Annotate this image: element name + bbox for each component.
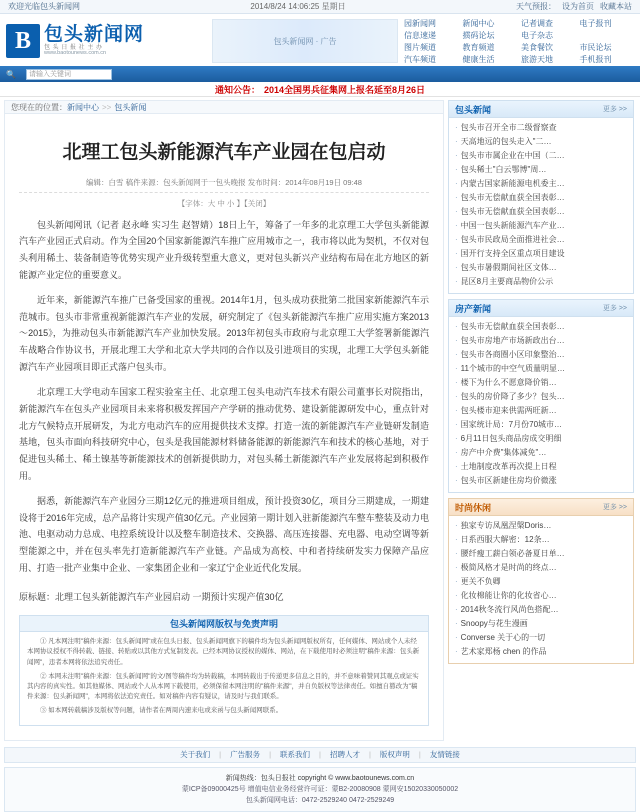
list-item-link[interactable]: 更关不负卿 [460, 577, 501, 586]
site-logo[interactable] [6, 24, 206, 58]
list-item[interactable] [455, 121, 627, 135]
footer-info [4, 767, 636, 812]
list-item[interactable] [455, 631, 627, 645]
footer-link-5[interactable]: 友情链接 [429, 750, 460, 760]
list-item-link[interactable]: Snoopy与花生漫画 [460, 619, 528, 628]
nav-link-14[interactable]: 旅游天地 [521, 54, 553, 64]
copyright-paragraph: ② 本网未注明"稿件来源：包头新闻网"的文/图等稿件均为转载稿，本网转载出于传递更多信息之目的，并不意味着赞同其观点或证实其内容的真实性。如其他媒体、网站或个人从本网下载使用，必须保留本网注明的"稿件来源"，并自负版权等法律责任。如擅自篡改为"稿件来源：包头新闻网"，本网将依法追究责任。如对稿件内容有疑议，请及时与我们联系。 [27, 672, 419, 700]
page-body [0, 97, 640, 741]
list-item[interactable] [455, 603, 627, 617]
header-nav-grid [404, 18, 634, 65]
list-item-link[interactable]: 包头市暑假期间社区文体… [460, 263, 557, 272]
nav-link-0[interactable]: 园新闻网 [404, 18, 436, 28]
search-input[interactable] [26, 69, 112, 80]
panel-more-link[interactable]: 更多 >> [602, 106, 627, 113]
list-item[interactable] [455, 474, 627, 488]
copyright-title: 包头新闻网版权与免责声明 [20, 616, 428, 632]
list-item[interactable] [455, 348, 627, 362]
search-placeholder: 请输入关键词 [28, 71, 71, 78]
list-item-link[interactable]: 包头市无偿献血获全国表彰… [460, 193, 565, 202]
copyright-paragraph: ① 凡本网注明"稿件来源：包头新闻网"或在包头日报、包头新闻网旗下的稿件均为包头新闻网版权所有，任何媒体、网站或个人未经本网协议授权不得转载、链接、转贴或以其他方式复制发表。已经本网协议授权的媒体、网站，在下载使用时必须注明"稿件来源：包头新闻网"，违者本网将依法追究责任。 [27, 638, 420, 666]
list-item-link[interactable]: 包头市各商圈小区印象整治… [460, 350, 565, 359]
list-item[interactable] [455, 247, 627, 261]
panel-title: 包头新闻 [455, 104, 492, 115]
list-item-link[interactable]: 日系西服大解密：12条… [460, 535, 550, 544]
list-item[interactable] [455, 519, 627, 533]
list-item[interactable] [455, 163, 627, 177]
list-item-link[interactable]: 包头的房价降了多少？包头… [460, 392, 565, 401]
nav-link-6[interactable]: 电子杂志 [521, 30, 553, 40]
list-item-link[interactable]: 内蒙古国家新能源电机委主… [460, 179, 565, 188]
list-item-link[interactable]: 包头市无偿献血获全国表彰… [460, 207, 565, 216]
article-container [4, 114, 444, 741]
list-item-link[interactable]: 国家统计局：7月份70城市… [460, 420, 563, 429]
notice-label: 通知公告： [214, 84, 260, 95]
list-item-link[interactable]: 2014秋冬流行风尚色搭配… [460, 605, 559, 614]
list-item[interactable] [455, 191, 627, 205]
search-icon: 🔍 [6, 69, 16, 79]
footer-link-4[interactable]: 版权声明 [379, 750, 410, 760]
weather-label: 天气预报： [516, 2, 556, 11]
article-meta: 编辑：白雪 稿件来源：包头新闻网于一包头晚报 发布时间：2014年08月19日 09:48 [19, 177, 429, 193]
panel-title: 房产新闻 [455, 303, 492, 314]
list-item[interactable] [455, 418, 627, 432]
logo-title: 包头新闻网 [44, 24, 145, 45]
nav-link-5[interactable]: 掼码论坛 [462, 30, 495, 40]
list-item[interactable] [455, 233, 627, 247]
nav-link-12[interactable]: 汽车频道 [404, 54, 436, 64]
nav-link-9[interactable]: 教育频道 [462, 42, 495, 52]
article-paragraph: 北京理工大学电动车国家工程实验室主任、北京理工包头电动汽车技术有限公司董事长对院指出，新能源汽车在包头产业园项目未来将积极发挥国产产学研的推动优势、建设新能源研发中心，重点针对北方气候特点开展研发，为北方电动汽车的应用提供技术支撑。打造一流的新能源汽车产业链研发制造基地，包头市面向科技研究中心，包头是我国能源材料储备能源的新能源汽车和技术的核心基地，对于促进包头稀土、稀土镍基等新能源技术的创新提供助力，对包头稀土新能源汽车产业发展将起到积极作用。 [19, 387, 429, 481]
list-item[interactable] [455, 617, 627, 631]
nav-link-13[interactable]: 健康生活 [462, 54, 495, 64]
list-item[interactable] [455, 149, 627, 163]
list-item-link[interactable]: 包头市民政局全面推进社会… [460, 235, 565, 244]
sidebar [448, 100, 634, 741]
list-item[interactable] [455, 547, 627, 561]
footer-link-3[interactable]: 招聘人才 [329, 750, 360, 760]
top-bar [0, 0, 640, 14]
breadcrumb-separator: >> [102, 102, 112, 112]
list-item-link[interactable]: 包头市无偿献血获全国表彰… [460, 322, 565, 331]
list-item[interactable] [455, 376, 627, 390]
nav-link-15[interactable]: 手机报刊 [579, 54, 612, 64]
breadcrumb-item-0[interactable]: 新闻中心 [67, 102, 99, 112]
list-item[interactable] [455, 177, 627, 191]
list-item[interactable] [455, 275, 627, 289]
list-item[interactable] [455, 334, 627, 348]
datetime-text: 2014/8/24 14:06:25 星期日 [250, 2, 346, 11]
article-paragraph: 近年来，新能源汽车推广已备受国家的重视。2014年1月，包头成功获批第二批国家新能源汽车示范城市。包头市非常重视新能源汽车产业的发展，研究制定了《包头新能源汽车推广应用实施方案2013～2015》，为推动包头市新能源汽车产业加快发展。2013年初包头市政府与北京理工大学签署新能源汽车战略合作协议书，开展北理工大学和北京大学共同的合作以及引进项目的实现，北理工大学包头新能源汽车产业园项目即正式落户包头市。 [19, 295, 429, 372]
list-item-link[interactable]: Converse 关于心的一切 [460, 633, 546, 642]
header-banner: 包头新闻网 · 广告 [212, 19, 398, 63]
list-item-link[interactable]: 包头稀土"白云鄂博"周… [460, 165, 547, 174]
panel-header [449, 101, 633, 118]
article-body [19, 217, 429, 577]
panel-more-link[interactable]: 更多 >> [602, 305, 627, 312]
list-item[interactable] [455, 135, 627, 149]
panel-list [449, 516, 633, 663]
list-item-link[interactable]: 包头市房地产市场新政出台… [460, 336, 565, 345]
list-item[interactable] [455, 645, 627, 659]
nav-link-8[interactable]: 图片频道 [404, 42, 436, 52]
breadcrumb [4, 100, 444, 114]
article-tools[interactable]: 【字体：大 中 小 】【关闭】 [177, 198, 271, 208]
notice-bar [0, 82, 640, 97]
list-item-link[interactable]: 天高地远的包头走入"二… [460, 137, 552, 146]
footer-line-2: 包头新闻网电话：0472-2529240 0472-2529249 [245, 797, 395, 805]
article-source: 原标题：北理工包头新能源汽车产业园启动 一期预计实现产值30亿 [19, 592, 284, 603]
panel-list [449, 118, 633, 293]
notice-link[interactable]: 2014全国男兵征集网上报名延至8月26日 [263, 84, 426, 95]
footer-link-1[interactable]: 广告服务 [230, 750, 261, 760]
list-item[interactable] [455, 575, 627, 589]
nav-link-11[interactable]: 市民论坛 [579, 42, 612, 52]
panel-baotou-news [448, 100, 634, 294]
copyright-box [19, 615, 429, 725]
nav-link-10[interactable]: 美食餐饮 [521, 42, 553, 52]
list-item-link[interactable]: 土地制度改革再次提上日程 [460, 462, 557, 471]
main-menu-bar [0, 66, 640, 82]
list-item-link[interactable]: 国开行支持全区重点项目建设 [460, 249, 565, 258]
nav-link-1[interactable]: 新闻中心 [462, 18, 495, 28]
panel-more-link[interactable]: 更多 >> [602, 504, 627, 511]
list-item-link[interactable]: 11个城市的中空气质量明显… [460, 364, 565, 373]
list-item-link[interactable]: 艺术家郑杨 chen 的作品 [460, 647, 547, 656]
panel-property-news [448, 299, 634, 493]
panel-header [449, 499, 633, 516]
welcome-text: 欢迎光临包头新闻网 [8, 2, 80, 11]
list-item-link[interactable]: 包头市召开全市二级督察查 [460, 123, 557, 132]
list-item[interactable] [455, 432, 627, 446]
set-homepage-link[interactable]: 设为首页 [562, 2, 594, 11]
list-item-link[interactable]: 包头市市属企业在中国（二… [460, 151, 565, 160]
footer-line-1: 蒙ICP备09000425号 增值电信业务经营许可证：蒙B2-20080908 蒙网安15020330050002 [181, 786, 459, 794]
article-paragraph: 包头新闻网讯（记者 赵永峰 实习生 赵智婧）18日上午，筹备了一年多的北京理工大学包头新能源汽车产业园正式启动。作为全国20个国家新能源汽车推广应用城市之一，我市将以此为契机，不仅对包头利用稀土、装备制造等优势实现产业升级转型重大意义，更对包头新兴产业结构布局在北方地区的新能源产业定位的重要意义。 [19, 219, 429, 280]
nav-link-7[interactable] [580, 30, 635, 41]
copyright-paragraph: ③ 如本网转载稿涉及版权等问题，请作者在两周内速来电或来函与包头新闻网联系。 [40, 706, 283, 714]
list-item-link[interactable]: 中国一包头新能源汽车产业… [460, 221, 565, 230]
article-title: 北理工包头新能源汽车产业园在包启动 [62, 142, 386, 163]
list-item[interactable] [455, 446, 627, 460]
logo-subtitle: 包 头 日 报 社 主 办 [44, 44, 103, 51]
nav-link-3[interactable]: 电子报刊 [579, 18, 612, 28]
list-item-link[interactable]: 极简风格才是时尚的终点… [460, 563, 557, 572]
article-paragraph: 据悉，新能源汽车产业园分三期12亿元的推进项目组成，预计投资30亿，项目分三期建成，一期建设将于2016年完成，总产品将计实现产值30亿元。产业园第一期计划入驻新能源汽车整车整装及动力电池、电驱动动力总成、电控系统设计以及整车制造技术、交换器、高压连接器、充电器、电动空调等新型能源之中，并在包头率先打造新能源汽车产业链。产品成为高校、中和者持续研发实力保障产品应用、打造一批产业集中企业、一家集团企业和一家辽宁企业近代化发展。 [19, 496, 429, 573]
list-item[interactable] [455, 561, 627, 575]
list-item-link[interactable]: 楼下为什么不愿意降价销… [460, 378, 557, 387]
panel-header [449, 300, 633, 317]
panel-fashion-leisure [448, 498, 634, 664]
nav-link-4[interactable]: 信息速递 [404, 30, 436, 40]
list-item-link[interactable]: 包头市区新建住房均价微涨 [460, 476, 557, 485]
list-item[interactable] [455, 320, 627, 334]
list-item-link[interactable]: 6月11日包头商品房成交明细 [460, 434, 562, 443]
list-item-link[interactable]: 化妆棉能让你的化妆省心… [460, 591, 557, 600]
list-item[interactable] [455, 589, 627, 603]
logo-url: www.baotounews.com.cn [44, 50, 107, 57]
list-item[interactable] [455, 404, 627, 418]
list-item-link[interactable]: 昆区8月主要商品物价公示 [460, 277, 554, 286]
logo-mark-icon: B [6, 24, 40, 58]
footer-line-0: 新闻热线：包头日报社 copyright © www.baotounews.com.cn [225, 774, 415, 782]
panel-list [449, 317, 633, 492]
panel-title: 时尚休闲 [455, 502, 492, 513]
breadcrumb-item-1[interactable]: 包头新闻 [114, 102, 147, 112]
footer-link-2[interactable]: 联系我们 [280, 750, 311, 760]
list-item[interactable] [455, 362, 627, 376]
main-column [4, 100, 444, 741]
list-item[interactable] [455, 390, 627, 404]
breadcrumb-prefix: 您现在的位置： [11, 102, 67, 112]
bookmark-link[interactable]: 收藏本站 [600, 2, 632, 11]
list-item[interactable] [455, 205, 627, 219]
site-header [0, 14, 640, 66]
list-item[interactable] [455, 261, 627, 275]
footer-link-0[interactable]: 关于我们 [180, 750, 211, 760]
list-item-link[interactable]: 独家专访凤凰涅槃Doris… [460, 521, 552, 530]
list-item-link[interactable]: 房产中介费"集体减免"… [460, 448, 547, 457]
list-item-link[interactable]: 腰纤瘦工薪白领必备夏日单… [460, 549, 565, 558]
list-item-link[interactable]: 包头楼市迎来供需两旺新… [460, 406, 557, 415]
list-item[interactable] [455, 460, 627, 474]
footer-links: 关于我们 | 广告服务 | 联系我们 | 招聘人才 | 版权声明 | 友情链接 [4, 747, 636, 763]
list-item[interactable] [455, 533, 627, 547]
list-item[interactable] [455, 219, 627, 233]
nav-link-2[interactable]: 记者调查 [521, 18, 553, 28]
